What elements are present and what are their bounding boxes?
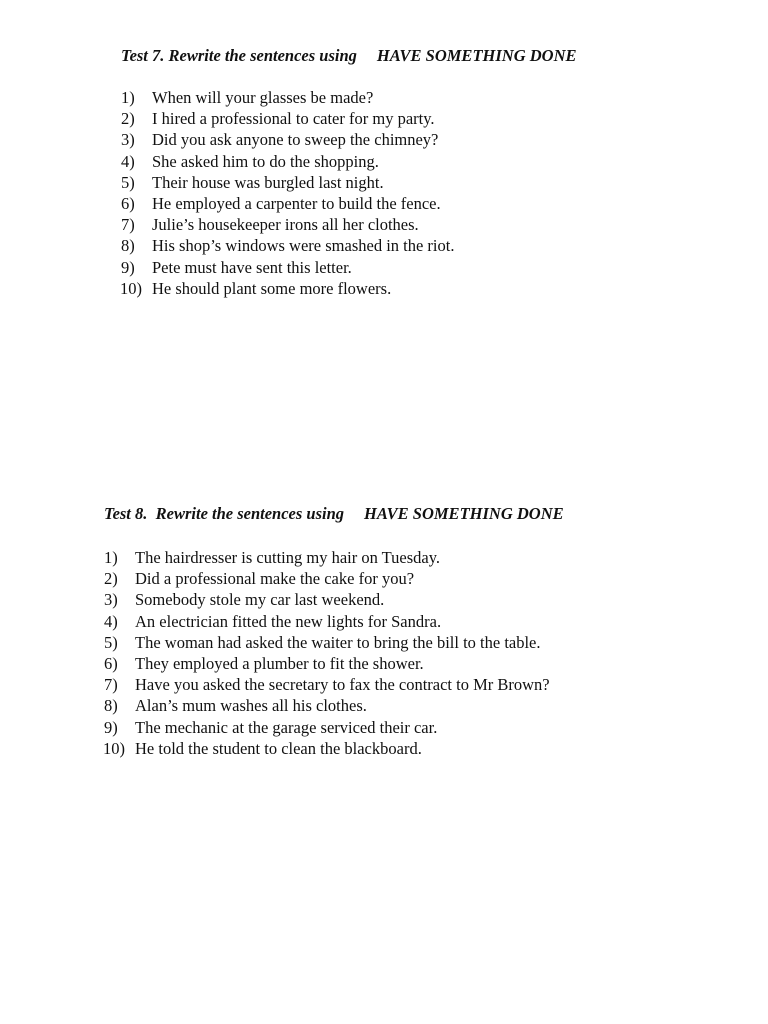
test-7-heading — [121, 46, 577, 66]
test-8-section — [104, 504, 564, 759]
item-number: 7) — [104, 675, 118, 695]
item-sentence: He employed a carpenter to build the fence. — [152, 194, 441, 214]
item-number: 5) — [104, 632, 118, 652]
sentence-item — [121, 87, 577, 108]
test-8-sentence-list — [104, 547, 564, 759]
sentence-item — [121, 257, 577, 278]
test-7-instruction: Test 7. Rewrite the sentences using — [121, 46, 357, 65]
sentence-item — [121, 214, 577, 235]
sentence-item — [104, 611, 564, 632]
item-sentence: Did a professional make the cake for you? — [135, 569, 415, 589]
item-sentence: The mechanic at the garage serviced their car. — [135, 717, 438, 737]
sentence-item — [104, 568, 564, 589]
item-sentence: She asked him to do the shopping. — [152, 151, 379, 171]
test-8-instruction: Test 8. Rewrite the sentences using — [104, 504, 345, 523]
test-8-target-phrase: HAVE SOMETHING DONE — [364, 504, 564, 523]
item-number: 7) — [121, 215, 135, 235]
item-number: 3) — [104, 590, 118, 610]
item-sentence: When will your glasses be made? — [152, 88, 374, 107]
sentence-item — [104, 589, 564, 610]
item-sentence: He told the student to clean the blackboard. — [135, 738, 422, 758]
sentence-item — [104, 547, 564, 568]
item-number: 2) — [121, 109, 135, 129]
item-sentence: Have you asked the secretary to fax the contract to Mr Brown? — [135, 675, 550, 695]
test-8-heading — [104, 504, 564, 524]
item-sentence: Julie’s housekeeper irons all her clothes. — [152, 215, 419, 235]
item-sentence: I hired a professional to cater for my party. — [152, 109, 435, 129]
item-number: 5) — [121, 172, 135, 192]
sentence-item — [104, 717, 564, 738]
item-number: 3) — [121, 130, 135, 150]
item-sentence: The woman had asked the waiter to bring the bill to the table. — [135, 632, 541, 652]
sentence-item — [121, 235, 577, 256]
item-sentence: Their house was burgled last night. — [152, 172, 384, 192]
item-sentence: Did you ask anyone to sweep the chimney? — [152, 130, 439, 150]
item-number: 8) — [104, 696, 118, 716]
sentence-item — [104, 695, 564, 716]
sentence-item — [104, 653, 564, 674]
item-sentence: His shop’s windows were smashed in the riot. — [152, 236, 455, 256]
item-number: 6) — [121, 194, 135, 214]
sentence-item — [104, 674, 564, 695]
item-sentence: He should plant some more flowers. — [152, 278, 392, 298]
test-7-section — [121, 46, 577, 299]
sentence-item — [121, 129, 577, 150]
sentence-item — [121, 108, 577, 129]
sentence-item — [121, 172, 577, 193]
item-number: 8) — [121, 236, 135, 256]
sentence-item — [121, 151, 577, 172]
sentence-item — [121, 193, 577, 214]
item-number: 9) — [121, 257, 135, 277]
item-sentence: An electrician fitted the new lights for Sandra. — [135, 611, 442, 631]
test-7-target-phrase: HAVE SOMETHING DONE — [376, 46, 577, 65]
item-number: 4) — [104, 611, 118, 631]
item-sentence: Pete must have sent this letter. — [152, 257, 352, 277]
item-number: 1) — [121, 88, 135, 107]
item-sentence: They employed a plumber to fit the shower. — [135, 654, 424, 674]
item-number: 9) — [104, 717, 118, 737]
item-sentence: The hairdresser is cutting my hair on Tuesday. — [135, 548, 441, 567]
test-7-sentence-list — [121, 87, 577, 299]
item-sentence: Somebody stole my car last weekend. — [135, 590, 385, 610]
item-number: 4) — [121, 151, 135, 171]
sentence-item — [104, 632, 564, 653]
sentence-item — [104, 738, 564, 759]
item-sentence: Alan’s mum washes all his clothes. — [135, 696, 367, 716]
item-number: 6) — [104, 654, 118, 674]
item-number: 1) — [104, 548, 118, 567]
item-number: 10) — [103, 738, 125, 758]
sentence-item — [121, 278, 577, 299]
item-number: 10) — [120, 278, 142, 298]
item-number: 2) — [104, 569, 118, 589]
